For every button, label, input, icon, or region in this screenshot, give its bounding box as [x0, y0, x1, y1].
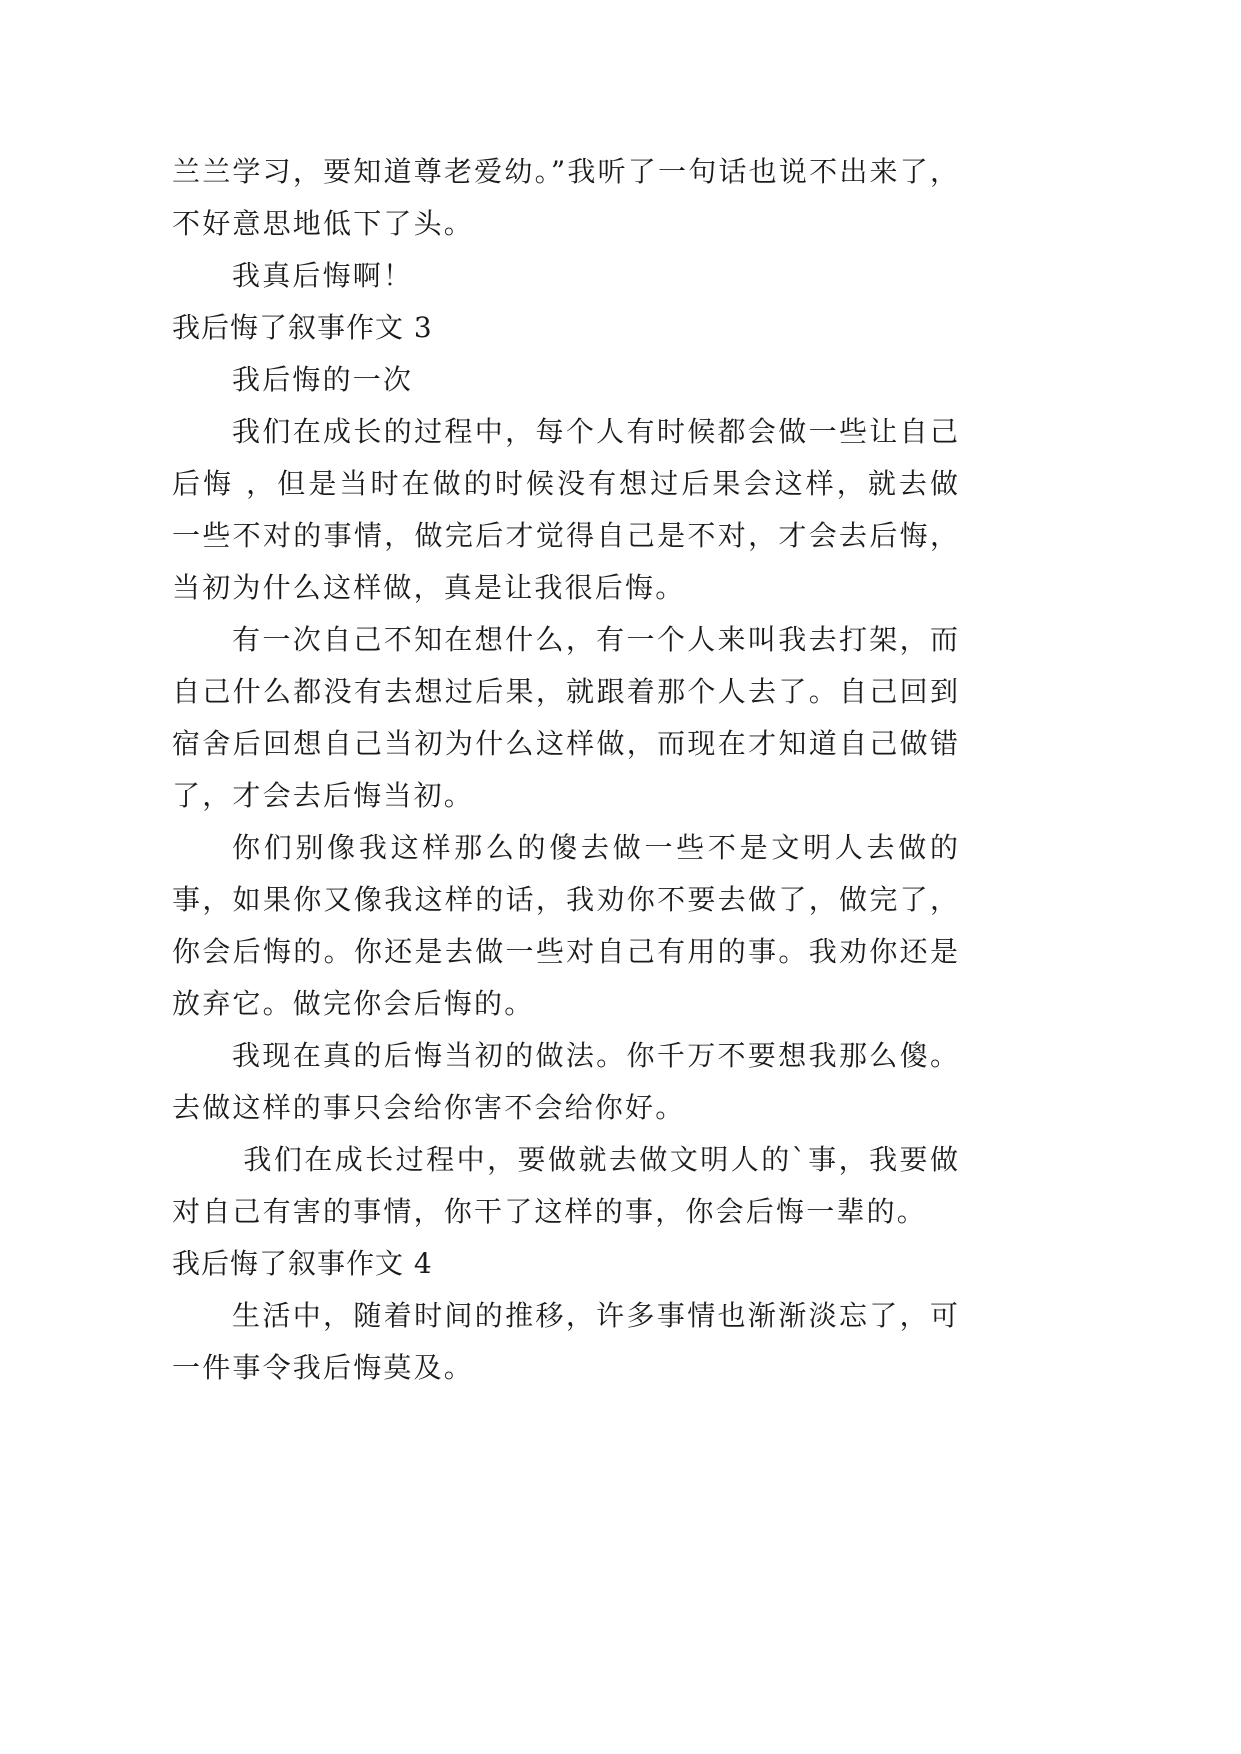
paragraph-line: 生活中，随着时间的推移，许多事情也渐渐淡忘了，可: [232, 1299, 958, 1332]
paragraph-line: 对自己有害的事情，你干了这样的事，你会后悔一辈的。: [172, 1195, 928, 1228]
paragraph-line: 不好意思地低下了头。: [172, 207, 475, 240]
paragraph: [172, 250, 958, 302]
paragraph: [172, 1134, 958, 1238]
paragraph-line: 我真后悔啊！: [232, 259, 414, 292]
paragraph-line: 有一次自己不知在想什么，有一个人来叫我去打架，而: [232, 623, 958, 656]
paragraph-line: 后悔 ，但是当时在做的时候没有想过后果会这样，就去做: [172, 467, 958, 500]
paragraph-line: 事，如果你又像我这样的话，我劝你不要去做了，做完了，: [172, 883, 958, 916]
paragraph: [172, 822, 958, 1030]
paragraph-line: 了，才会去后悔当初。: [172, 779, 475, 812]
text-block: [172, 146, 958, 1394]
paragraph-line: 宿舍后回想自己当初为什么这样做，而现在才知道自己做错: [172, 727, 958, 760]
essay-title: 我后悔的一次: [232, 363, 414, 396]
paragraph: [172, 406, 958, 614]
paragraph-line: 去做这样的事只会给你害不会给你好。: [172, 1091, 686, 1124]
paragraph: [172, 614, 958, 822]
essay-heading: 我后悔了叙事作文 4: [172, 1247, 433, 1280]
paragraph-line: 兰兰学习，要知道尊老爱幼。”我听了一句话也说不出来了，: [172, 155, 958, 188]
paragraph-line: 我现在真的后悔当初的做法。你千万不要想我那么傻。: [232, 1039, 958, 1072]
paragraph-line: 你们别像我这样那么的傻去做一些不是文明人去做的: [232, 831, 958, 864]
paragraph-line: 一些不对的事情，做完后才觉得自己是不对，才会去后悔，: [172, 519, 958, 552]
paragraph-line: 放弃它。做完你会后悔的。: [172, 987, 535, 1020]
paragraph-line: 你会后悔的。你还是去做一些对自己有用的事。我劝你还是: [172, 935, 958, 968]
paragraph-line: 自己什么都没有去想过后果，就跟着那个人去了。自己回到: [172, 675, 958, 708]
paragraph-line: 当初为什么这样做，真是让我很后悔。: [172, 571, 686, 604]
paragraph-line: 我们在成长过程中，要做就去做文明人的`事，我要做: [232, 1143, 958, 1176]
paragraph: [172, 1030, 958, 1134]
paragraph: [172, 146, 958, 250]
essay-heading: 我后悔了叙事作文 3: [172, 311, 433, 344]
paragraph-line: 一件事令我后悔莫及。: [172, 1351, 475, 1384]
paragraph: [172, 1290, 958, 1394]
paragraph-line: 我们在成长的过程中，每个人有时候都会做一些让自己: [232, 415, 958, 448]
